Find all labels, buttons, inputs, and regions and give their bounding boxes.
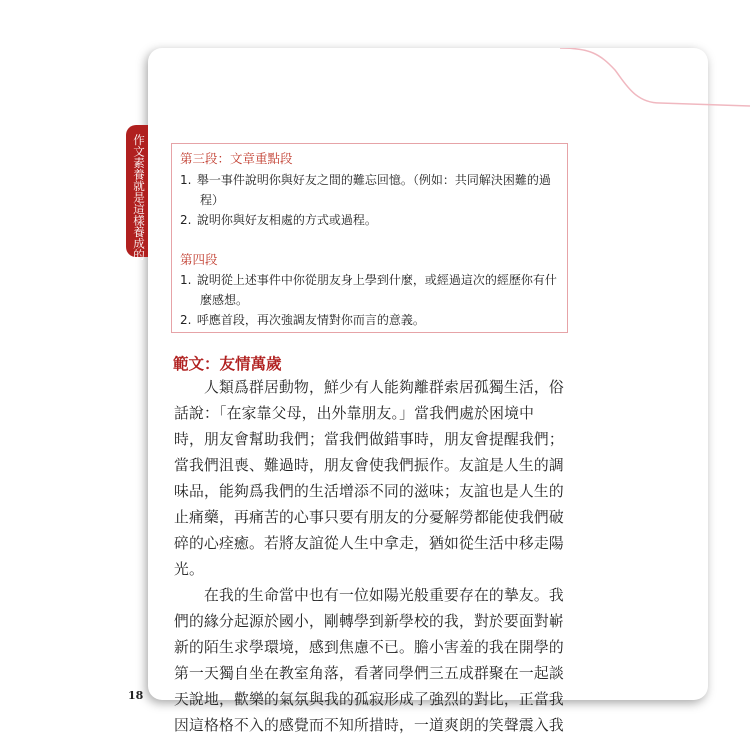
essay-line: 人類爲群居動物，鮮少有人能夠離群索居孤獨生活，俗 (174, 379, 564, 396)
essay-line: 味品，能夠爲我們的生活增添不同的滋味；友誼也是人生的 (174, 483, 564, 500)
side-tab-label: 作文素養就是這樣養成的 (132, 134, 146, 261)
section4-title: 第四段 (180, 252, 218, 267)
essay-line: 當我們沮喪、難過時，朋友會使我們振作。友誼是人生的調 (174, 457, 564, 474)
list-item: 2. 說明你與好友相處的方式或過程。 (180, 213, 377, 227)
essay-line: 在我的生命當中也有一位如陽光般重要存在的摯友。我 (174, 587, 564, 604)
essay-heading: 範文：友情萬歲 (173, 355, 282, 373)
essay-line: 時，朋友會幫助我們；當我們做錯事時，朋友會提醒我們； (174, 431, 564, 448)
essay-line: 新的陌生求學環境，感到焦慮不已。膽小害羞的我在開學的 (174, 639, 564, 656)
list-item: 1. 舉一事件說明你與好友之間的難忘回憶。（例如：共同解決困難的過 程） (180, 173, 551, 207)
essay-line: 止痛藥，再痛苦的心事只要有朋友的分憂解勞都能使我們破 (174, 509, 564, 526)
essay-line: 天說地，歡樂的氣氛與我的孤寂形成了強烈的對比，正當我 (174, 691, 564, 708)
section3-title: 第三段：文章重點段 (180, 151, 293, 166)
essay-line: 第一天獨自坐在教室角落，看著同學們三五成群聚在一起談 (174, 665, 564, 682)
essay-line: 碎的心痊癒。若將友誼從人生中拿走，猶如從生活中移走陽 (174, 535, 564, 552)
essay-line: 因這格格不入的感覺而不知所措時，一道爽朗的笑聲震入我 (174, 717, 564, 734)
essay-line: 光。 (174, 561, 204, 578)
list-item: 1. 說明從上述事件中你從朋友身上學到什麼，或經過這次的經歷你有什 麼感想。 (180, 273, 557, 307)
outline-box (171, 143, 568, 333)
page-corner-decoration (560, 48, 750, 108)
list-item: 2. 呼應首段，再次強調友情對你而言的意義。 (180, 313, 425, 327)
essay-line: 話說：「在家靠父母，出外靠朋友。」當我們處於困境中 (174, 405, 535, 422)
essay-line: 們的緣分起源於國小，剛轉學到新學校的我，對於要面對嶄 (174, 613, 564, 630)
page-number: 18 (128, 689, 144, 702)
